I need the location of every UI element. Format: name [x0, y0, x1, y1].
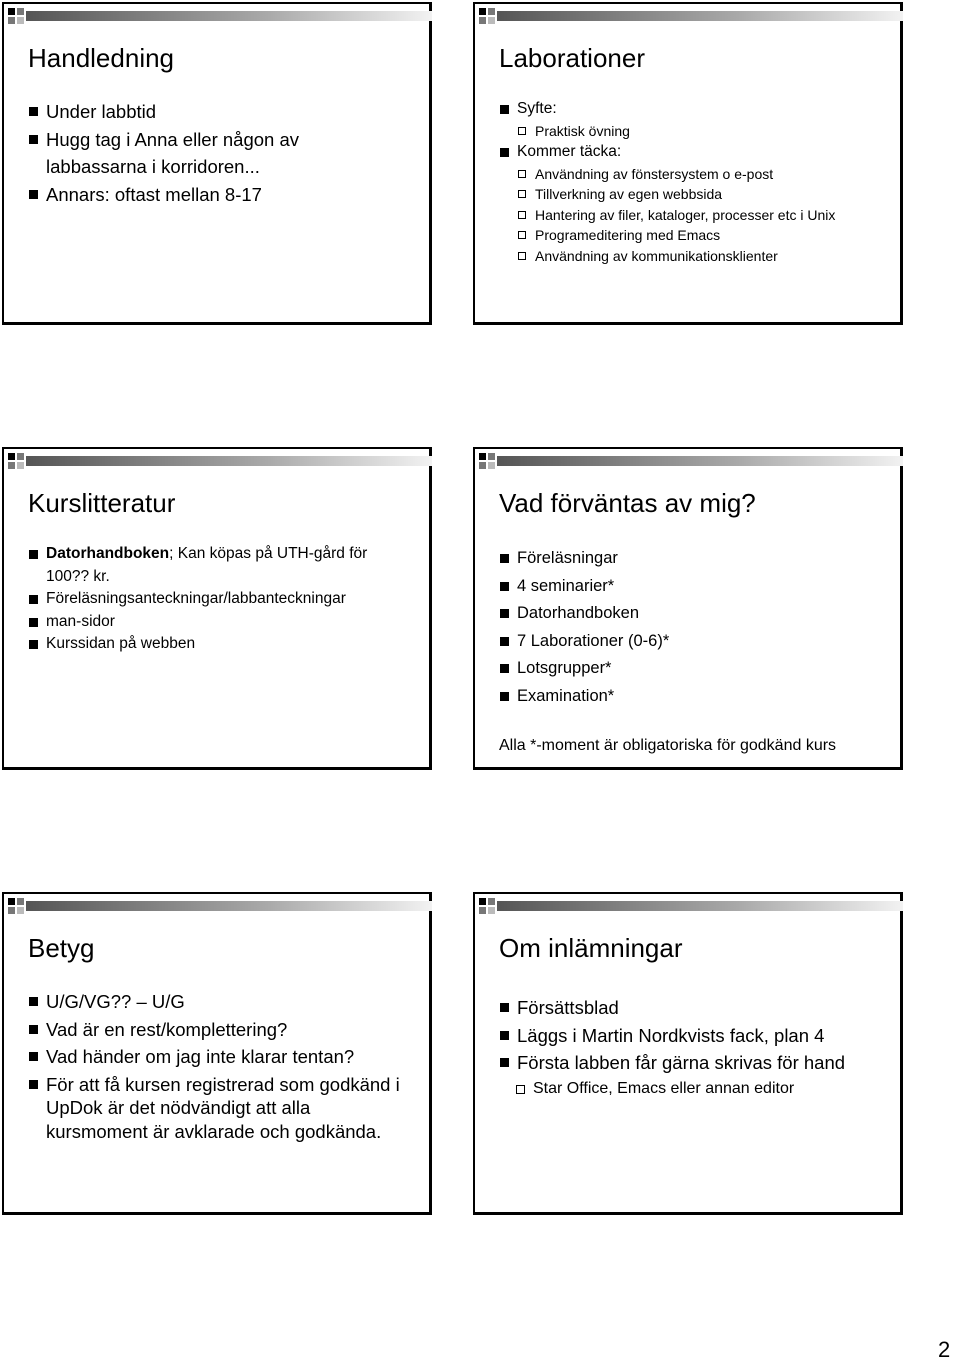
square-bullet-icon — [29, 135, 38, 144]
bullet-item: Under labbtid — [28, 98, 419, 126]
bullet-item: Föreläsningsanteckningar/labbanteckningar — [28, 588, 419, 611]
title-bar-decoration — [475, 4, 905, 28]
sub-item: Användning av fönstersystem o e-post — [499, 164, 890, 185]
square-bullet-icon — [29, 640, 38, 649]
slide-title: Kurslitteratur — [28, 488, 176, 518]
slide-betyg — [2, 892, 432, 1215]
bullet-item: Läggs i Martin Nordkvists fack, plan 4 — [499, 1022, 890, 1050]
bullet-item: 7 Laborationer (0-6)* — [499, 628, 890, 656]
slide-title: Handledning — [28, 43, 175, 73]
bullet-item: Vad händer om jag inte klarar tentan? — [28, 1043, 419, 1071]
page-number: 2 — [938, 1337, 951, 1362]
square-bullet-icon — [29, 550, 38, 559]
square-bullet-icon — [29, 107, 38, 116]
square-bullet-icon — [29, 1080, 38, 1089]
slide-title: Betyg — [28, 933, 95, 963]
slide-title: Om inlämningar — [499, 933, 683, 963]
bullet-item: Kurssidan på webben — [28, 633, 419, 656]
sub-item: Användning av kommunikationsklienter — [499, 246, 890, 267]
bullet-item: Kommer täcka: — [499, 141, 890, 164]
bullet-item: U/G/VG?? – U/G — [28, 988, 419, 1016]
hollow-square-bullet-icon — [518, 127, 526, 135]
bullet-item: Annars: oftast mellan 8-17 — [28, 181, 419, 209]
square-bullet-icon — [29, 997, 38, 1006]
slide-note: Alla *-moment är obligatoriska för godkänd kurs — [499, 737, 837, 754]
hollow-square-bullet-icon — [518, 211, 526, 219]
square-bullet-icon — [500, 148, 509, 157]
bullet-item: man-sidor — [28, 611, 419, 634]
title-bar-decoration — [4, 449, 434, 473]
square-bullet-icon — [29, 618, 38, 627]
square-bullet-icon — [500, 105, 509, 114]
square-bullet-icon — [500, 582, 509, 591]
square-bullet-icon — [500, 692, 509, 701]
hollow-square-bullet-icon — [516, 1085, 525, 1094]
hollow-square-bullet-icon — [518, 231, 526, 239]
square-bullet-icon — [29, 595, 38, 604]
bullet-item: Lotsgrupper* — [499, 655, 890, 683]
hollow-square-bullet-icon — [518, 190, 526, 198]
bullet-item: Föreläsningar — [499, 545, 890, 573]
slide-title: Laborationer — [499, 43, 645, 73]
slide-title: Vad förväntas av mig? — [499, 488, 756, 518]
hollow-square-bullet-icon — [518, 170, 526, 178]
hollow-square-bullet-icon — [518, 252, 526, 260]
bullet-item: 4 seminarier* — [499, 573, 890, 601]
slide-vad-forvantas — [473, 447, 903, 770]
bullet-item: Första labben får gärna skrivas för hand — [499, 1049, 890, 1077]
square-bullet-icon — [500, 664, 509, 673]
square-bullet-icon — [500, 1003, 509, 1012]
bullet-item: Syfte: — [499, 98, 890, 121]
square-bullet-icon — [500, 1058, 509, 1067]
bullet-item: Examination* — [499, 683, 890, 711]
slide-handledning — [2, 2, 432, 325]
sub-item: Praktisk övning — [499, 121, 890, 142]
slide-kurslitteratur — [2, 447, 432, 770]
sub-item: Programeditering med Emacs — [499, 225, 890, 246]
square-bullet-icon — [29, 1025, 38, 1034]
bullet-item: Vad är en rest/komplettering? — [28, 1016, 419, 1044]
square-bullet-icon — [29, 190, 38, 199]
bullet-item: För att få kursen registrerad som godkänd i UpDok är det nödvändigt att alla kursmoment är avklarade och godkända. — [28, 1073, 406, 1144]
sub-item: Star Office, Emacs eller annan editor — [499, 1077, 890, 1101]
bullet-item: Datorhandboken — [499, 600, 890, 628]
square-bullet-icon — [500, 554, 509, 563]
sub-item: Tillverkning av egen webbsida — [499, 184, 890, 205]
title-bar-decoration — [4, 4, 434, 28]
square-bullet-icon — [500, 609, 509, 618]
title-bar-decoration — [4, 894, 434, 918]
title-bar-decoration — [475, 894, 905, 918]
bullet-item: Försättsblad — [499, 994, 890, 1022]
bullet-item: Hugg tag i Anna eller någon av labbassarna i korridoren... — [28, 126, 326, 181]
square-bullet-icon — [500, 1031, 509, 1040]
slide-laborationer — [473, 2, 903, 325]
bullet-item: Datorhandboken; Kan köpas på UTH-gård för 100?? kr. — [28, 543, 406, 588]
square-bullet-icon — [500, 637, 509, 646]
sub-item: Hantering av filer, kataloger, processer etc i Unix — [499, 205, 890, 226]
title-bar-decoration — [475, 449, 905, 473]
square-bullet-icon — [29, 1052, 38, 1061]
slide-om-inlamningar — [473, 892, 903, 1215]
